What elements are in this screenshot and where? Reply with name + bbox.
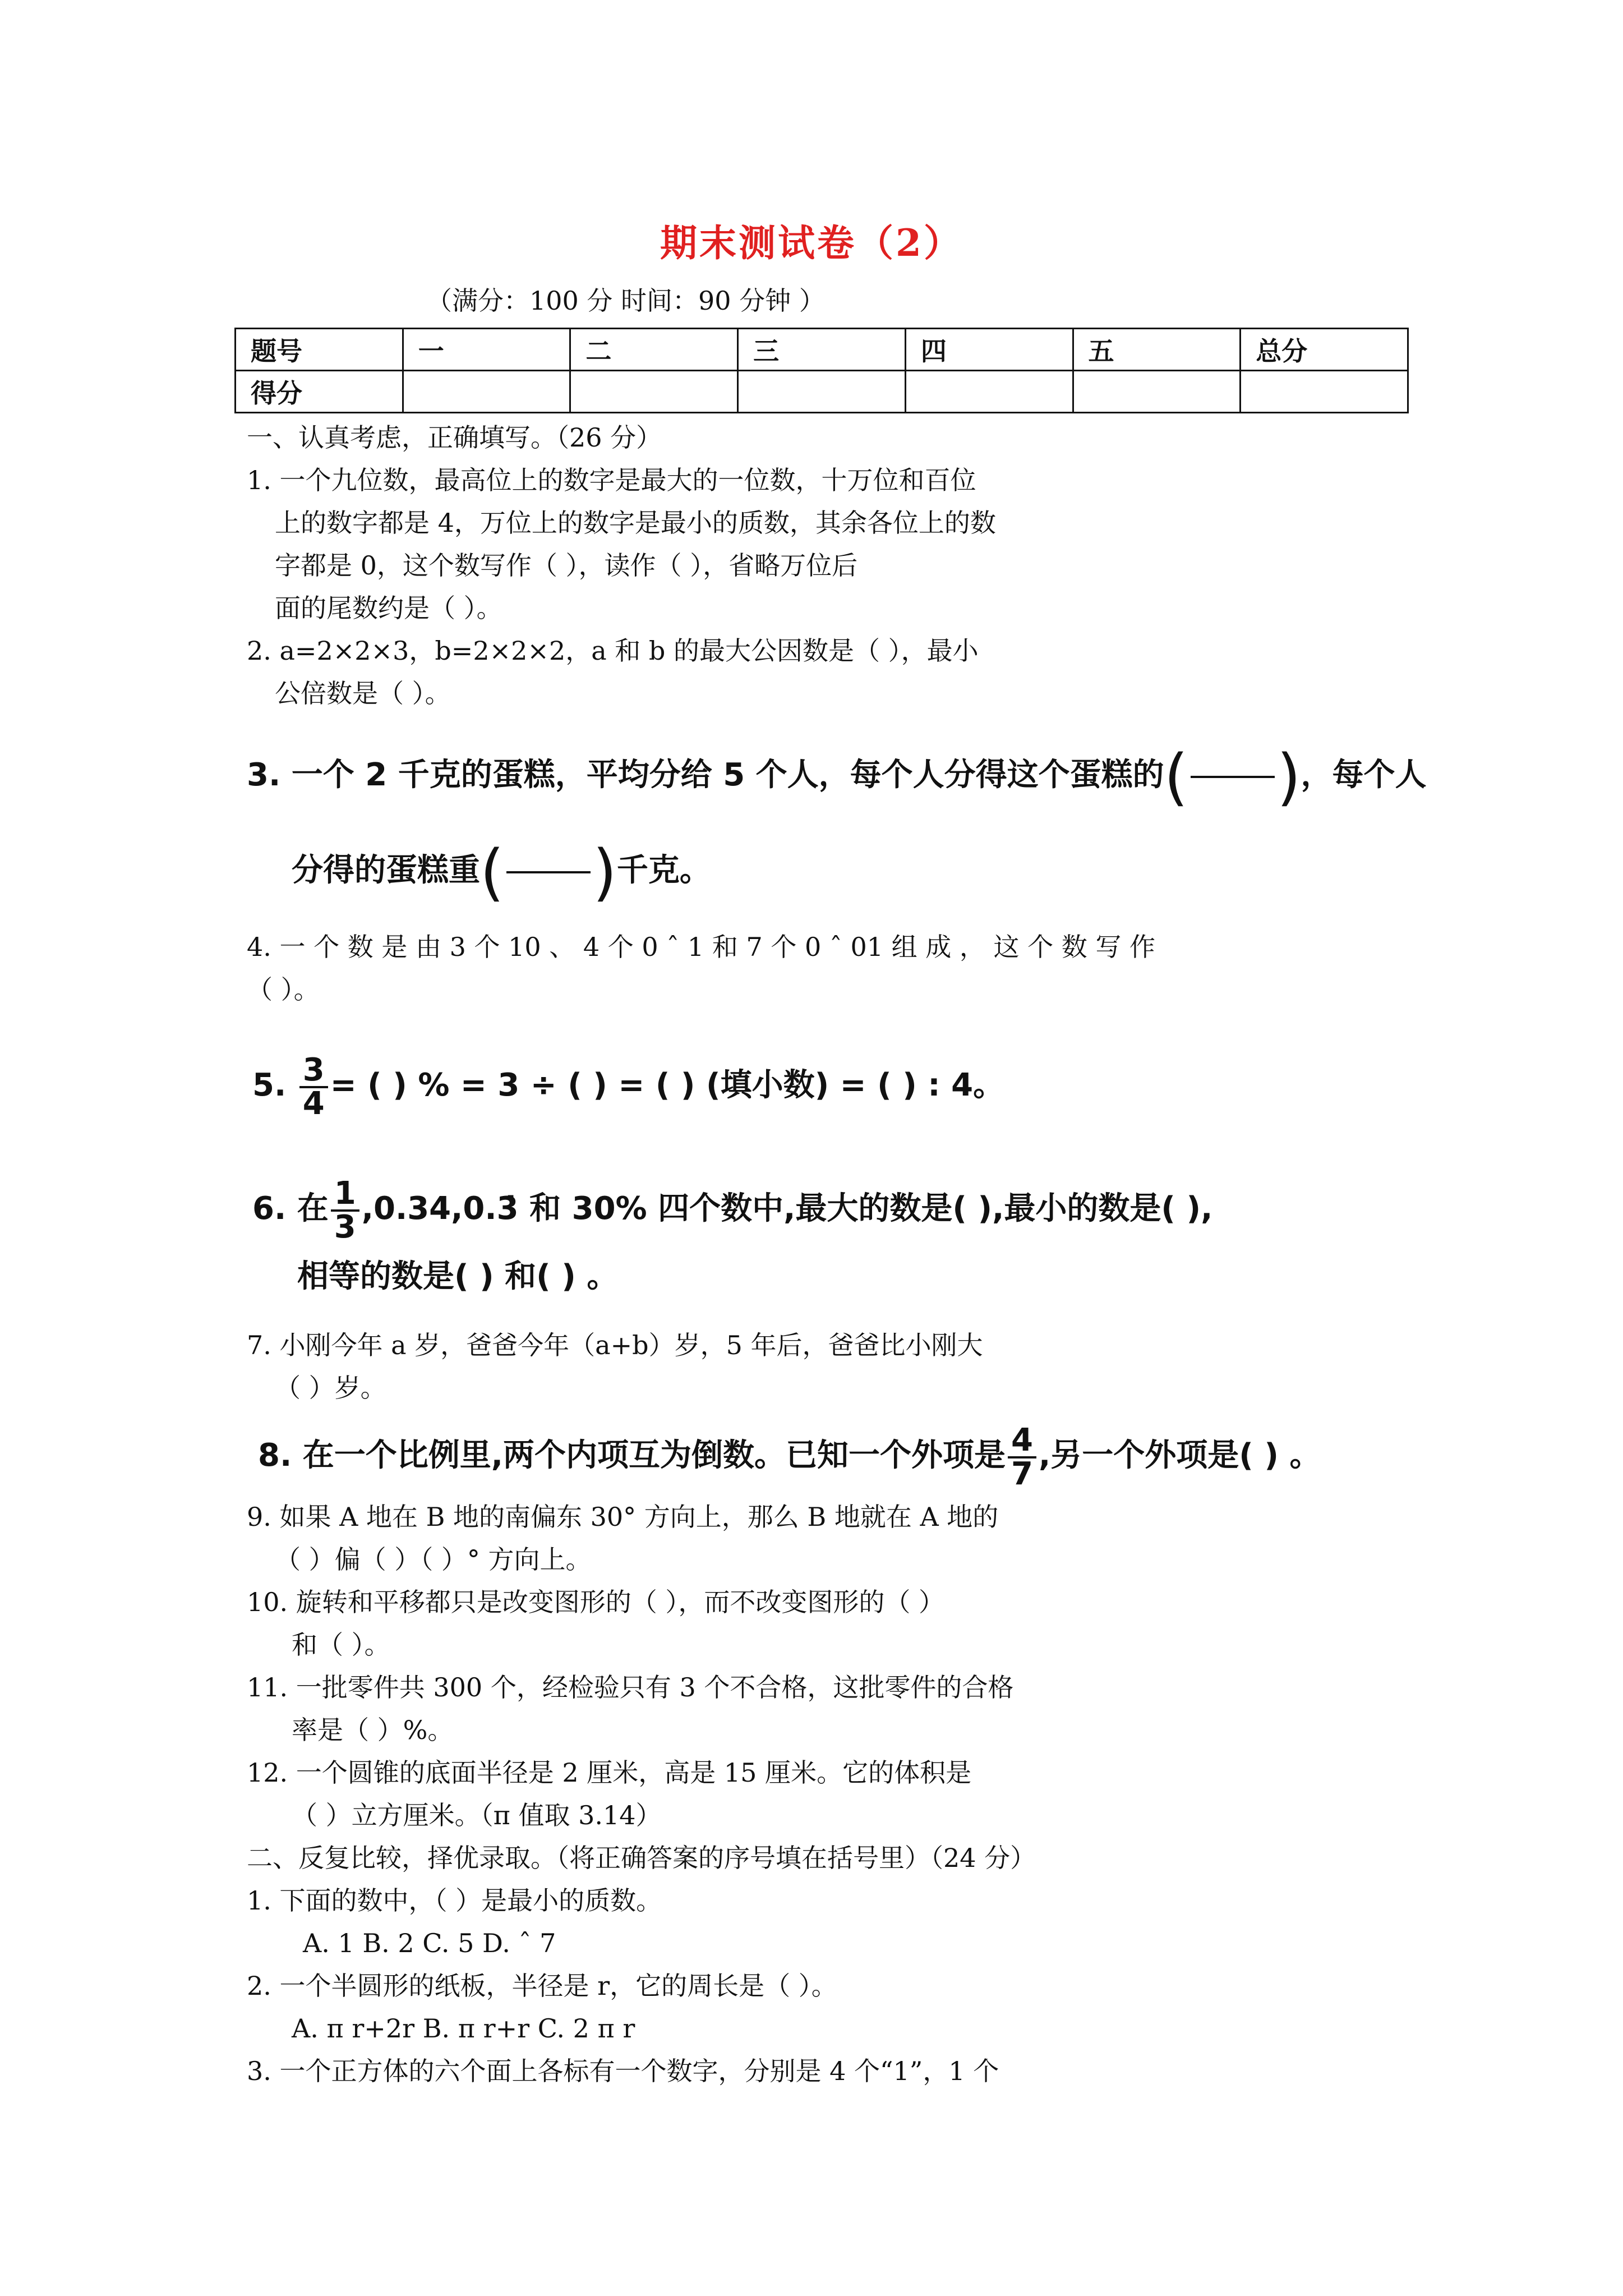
q5-fraction: [299, 1052, 328, 1122]
q1-line2: 上的数字都是 4，万位上的数字是最小的质数，其余各位上的数: [275, 508, 996, 538]
q7-line1: 7. 小刚今年 a 岁，爸爸今年（a+b）岁，5 年后，爸爸比小刚大: [247, 1330, 983, 1360]
q9-line1: 9. 如果 A 地在 B 地的南偏东 30° 方向上，那么 B 地就在 A 地的: [247, 1502, 999, 1532]
q9-line2: （ ）偏（ ）（ ）° 方向上。: [275, 1544, 592, 1575]
q12-line1: 12. 一个圆锥的底面半径是 2 厘米，高是 15 厘米。它的体积是: [247, 1757, 972, 1788]
q3-blank-fraction-2[interactable]: [506, 871, 591, 873]
q3-blank-close: ): [592, 836, 617, 908]
score-header-cell: 二: [570, 329, 738, 371]
q3-line1: [247, 741, 1427, 813]
section1-heading: 一、认真考虑，正确填写。（26 分）: [247, 422, 662, 453]
q3-blank-close: ): [1276, 741, 1301, 813]
exam-info: （满分：100 分 时间：90 分钟 ）: [426, 286, 825, 316]
q6-fraction: [331, 1175, 359, 1245]
s2-q1-options: A. 1 B. 2 C. 5 D. ˆ 7: [303, 1928, 556, 1958]
q10-line1: 10. 旋转和平移都只是改变图形的（ ），而不改变图形的（ ）: [247, 1587, 945, 1617]
q10-line2: 和（ ）。: [292, 1630, 390, 1660]
q8-text-a: 8. 在一个比例里,两个内项互为倒数。已知一个外项是: [258, 1437, 1006, 1474]
score-header-cell: 题号: [236, 329, 403, 371]
score-header-cell: 四: [905, 329, 1073, 371]
q3-text-c: 分得的蛋糕重: [292, 852, 480, 889]
q1-line3: 字都是 0，这个数写作（ ），读作（ ），省略万位后: [275, 550, 858, 581]
q6-line1: [252, 1175, 1213, 1245]
q6-rest: ,0.34,0.3̇ 和 30% 四个数中,最大的数是( ),最小的数是( ),: [361, 1190, 1213, 1227]
q5-numerator: 3: [299, 1055, 328, 1088]
score-header-cell: 总分: [1241, 329, 1408, 371]
q3-blank-open: (: [1164, 741, 1188, 813]
q5-rest: = ( ) % = 3 ÷ ( ) = ( ) (填小数) = ( ) : 4。: [330, 1067, 1005, 1104]
q6-line2: 相等的数是( ) 和( ) 。: [297, 1258, 619, 1295]
score-cell[interactable]: [1073, 371, 1241, 413]
q5: [252, 1052, 1005, 1122]
q3-blank-open: (: [480, 836, 504, 908]
q4-line1: 4. 一 个 数 是 由 3 个 10 、 4 个 0 ˆ 1 和 7 个 0 ˆ 01 组 成 ， 这 个 数 写 作: [247, 932, 1155, 962]
q11-line1: 11. 一批零件共 300 个，经检验只有 3 个不合格，这批零件的合格: [247, 1672, 1014, 1703]
score-header-cell: 三: [738, 329, 906, 371]
q3-text-a: 3. 一个 2 千克的蛋糕，平均分给 5 个人，每个人分得这个蛋糕的: [247, 757, 1164, 794]
q2-line2: 公倍数是（ ）。: [275, 678, 451, 708]
q8-fraction: [1008, 1422, 1036, 1492]
q8-text-b: ,另一个外项是( ) 。: [1038, 1437, 1321, 1474]
q2-line1: 2. a=2×2×3，b=2×2×2，a 和 b 的最大公因数是（ ），最小: [247, 636, 979, 666]
score-cell[interactable]: [1241, 371, 1408, 413]
s2-q2: 2. 一个半圆形的纸板，半径是 r，它的周长是（ ）。: [247, 1971, 837, 2001]
q5-denominator: 4: [302, 1085, 325, 1122]
section2-heading: 二、反复比较，择优录取。（将正确答案的序号填在括号里）（24 分）: [247, 1843, 1036, 1873]
score-table-header-row: [236, 329, 1408, 371]
q11-line2: 率是（ ）%。: [292, 1715, 454, 1745]
q3-line2: [292, 836, 711, 908]
q1-line4: 面的尾数约是（ ）。: [275, 593, 502, 623]
score-cell[interactable]: [403, 371, 570, 413]
q3-text-b: ，每个人: [1301, 757, 1427, 794]
page-title: 期末测试卷（2）: [660, 221, 963, 265]
q8-denominator: 7: [1011, 1456, 1033, 1492]
q12-line2: （ ）立方厘米。（π 值取 3.14）: [292, 1800, 662, 1830]
q8: [258, 1422, 1321, 1492]
q8-numerator: 4: [1008, 1425, 1036, 1458]
q1-line1: 1. 一个九位数，最高位上的数字是最大的一位数，十万位和百位: [247, 465, 976, 495]
score-cell[interactable]: [905, 371, 1073, 413]
s2-q2-options: A. π r+2r B. π r+r C. 2 π r: [292, 2013, 635, 2044]
s2-q1: 1. 下面的数中，（ ）是最小的质数。: [247, 1885, 662, 1916]
q6-text-a: 6. 在: [252, 1190, 329, 1227]
q7-line2: （ ）岁。: [275, 1373, 386, 1403]
score-header-cell: 五: [1073, 329, 1241, 371]
q5-label: 5.: [252, 1067, 287, 1104]
q6-denominator: 3: [334, 1209, 356, 1245]
q3-text-d: 千克。: [616, 852, 711, 889]
q3-blank-fraction-1[interactable]: [1191, 776, 1275, 778]
score-cell[interactable]: [738, 371, 906, 413]
score-row-label: 得分: [236, 371, 403, 413]
s2-q3: 3. 一个正方体的六个面上各标有一个数字，分别是 4 个“1”，1 个: [247, 2056, 999, 2086]
score-table: [234, 328, 1409, 413]
score-table-score-row: [236, 371, 1408, 413]
q6-numerator: 1: [331, 1178, 359, 1212]
q4-line2: （ ）。: [247, 974, 320, 1005]
score-header-cell: 一: [403, 329, 570, 371]
score-cell[interactable]: [570, 371, 738, 413]
